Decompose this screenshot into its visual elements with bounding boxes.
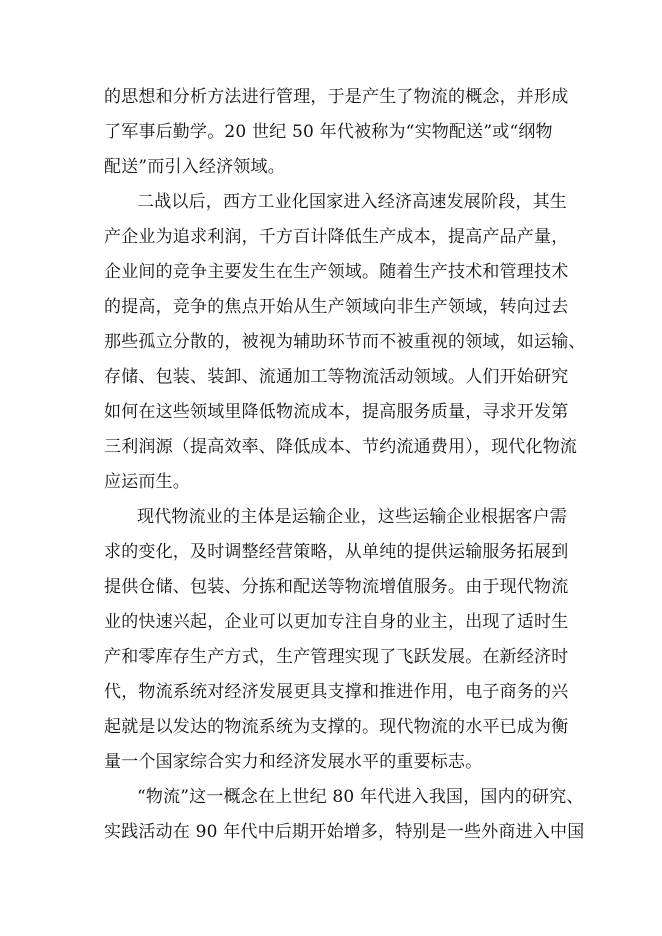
text-line: 如何在这些领域里降低物流成本，提高服务质量，寻求开发第 [104, 402, 569, 422]
text-line: 配送”而引入经济领域。 [104, 157, 285, 177]
text-line: 产企业为追求利润，千方百计降低生产成本，提高产品产量， [104, 227, 569, 247]
text-line: 那些孤立分散的，被视为辅助环节而不被重视的领域，如运输、 [104, 332, 586, 352]
text-line: 了军事后勤学。20 世纪 50 年代被称为“实物配送”或“纲物 [104, 122, 553, 142]
text-line: 现代物流业的主体是运输企业，这些运输企业根据客户需 [137, 507, 567, 527]
text-line: 起就是以发达的物流系统为支撑的。现代物流的水平已成为衡 [104, 717, 569, 737]
text-line: 量一个国家综合实力和经济发展水平的重要标志。 [104, 752, 483, 772]
text-line: 业的快速兴起，企业可以更加专注自身的业主，出现了适时生 [104, 612, 569, 632]
text-line: 存储、包装、装卸、流通加工等物流活动领域。人们开始研究 [104, 367, 569, 387]
text-line: 代，物流系统对经济发展更具支撑和推进作用，电子商务的兴 [104, 682, 569, 702]
text-line: 二战以后，西方工业化国家进入经济高速发展阶段，其生 [137, 192, 567, 212]
text-line: 的思想和分析方法进行管理，于是产生了物流的概念，并形成 [104, 87, 569, 107]
text-line: 三利润源（提高效率、降低成本、节约流通费用），现代化物流 [104, 437, 578, 457]
text-line: 求的变化，及时调整经营策略，从单纯的提供运输服务拓展到 [104, 542, 569, 562]
text-line: 的提高，竞争的焦点开始从生产领域向非生产领域，转向过去 [104, 297, 569, 317]
text-line: “物流”这一概念在上世纪 80 年代进入我国，国内的研究、 [137, 787, 584, 807]
text-line: 应运而生。 [104, 472, 190, 492]
text-line: 企业间的竞争主要发生在生产领域。随着生产技术和管理技术 [104, 262, 569, 282]
text-line: 提供仓储、包装、分拣和配送等物流增值服务。由于现代物流 [104, 577, 569, 597]
text-line: 产和零库存生产方式，生产管理实现了飞跃发展。在新经济时 [104, 647, 569, 667]
text-line: 实践活动在 90 年代中后期开始增多，特别是一些外商进入中国 [104, 822, 585, 842]
